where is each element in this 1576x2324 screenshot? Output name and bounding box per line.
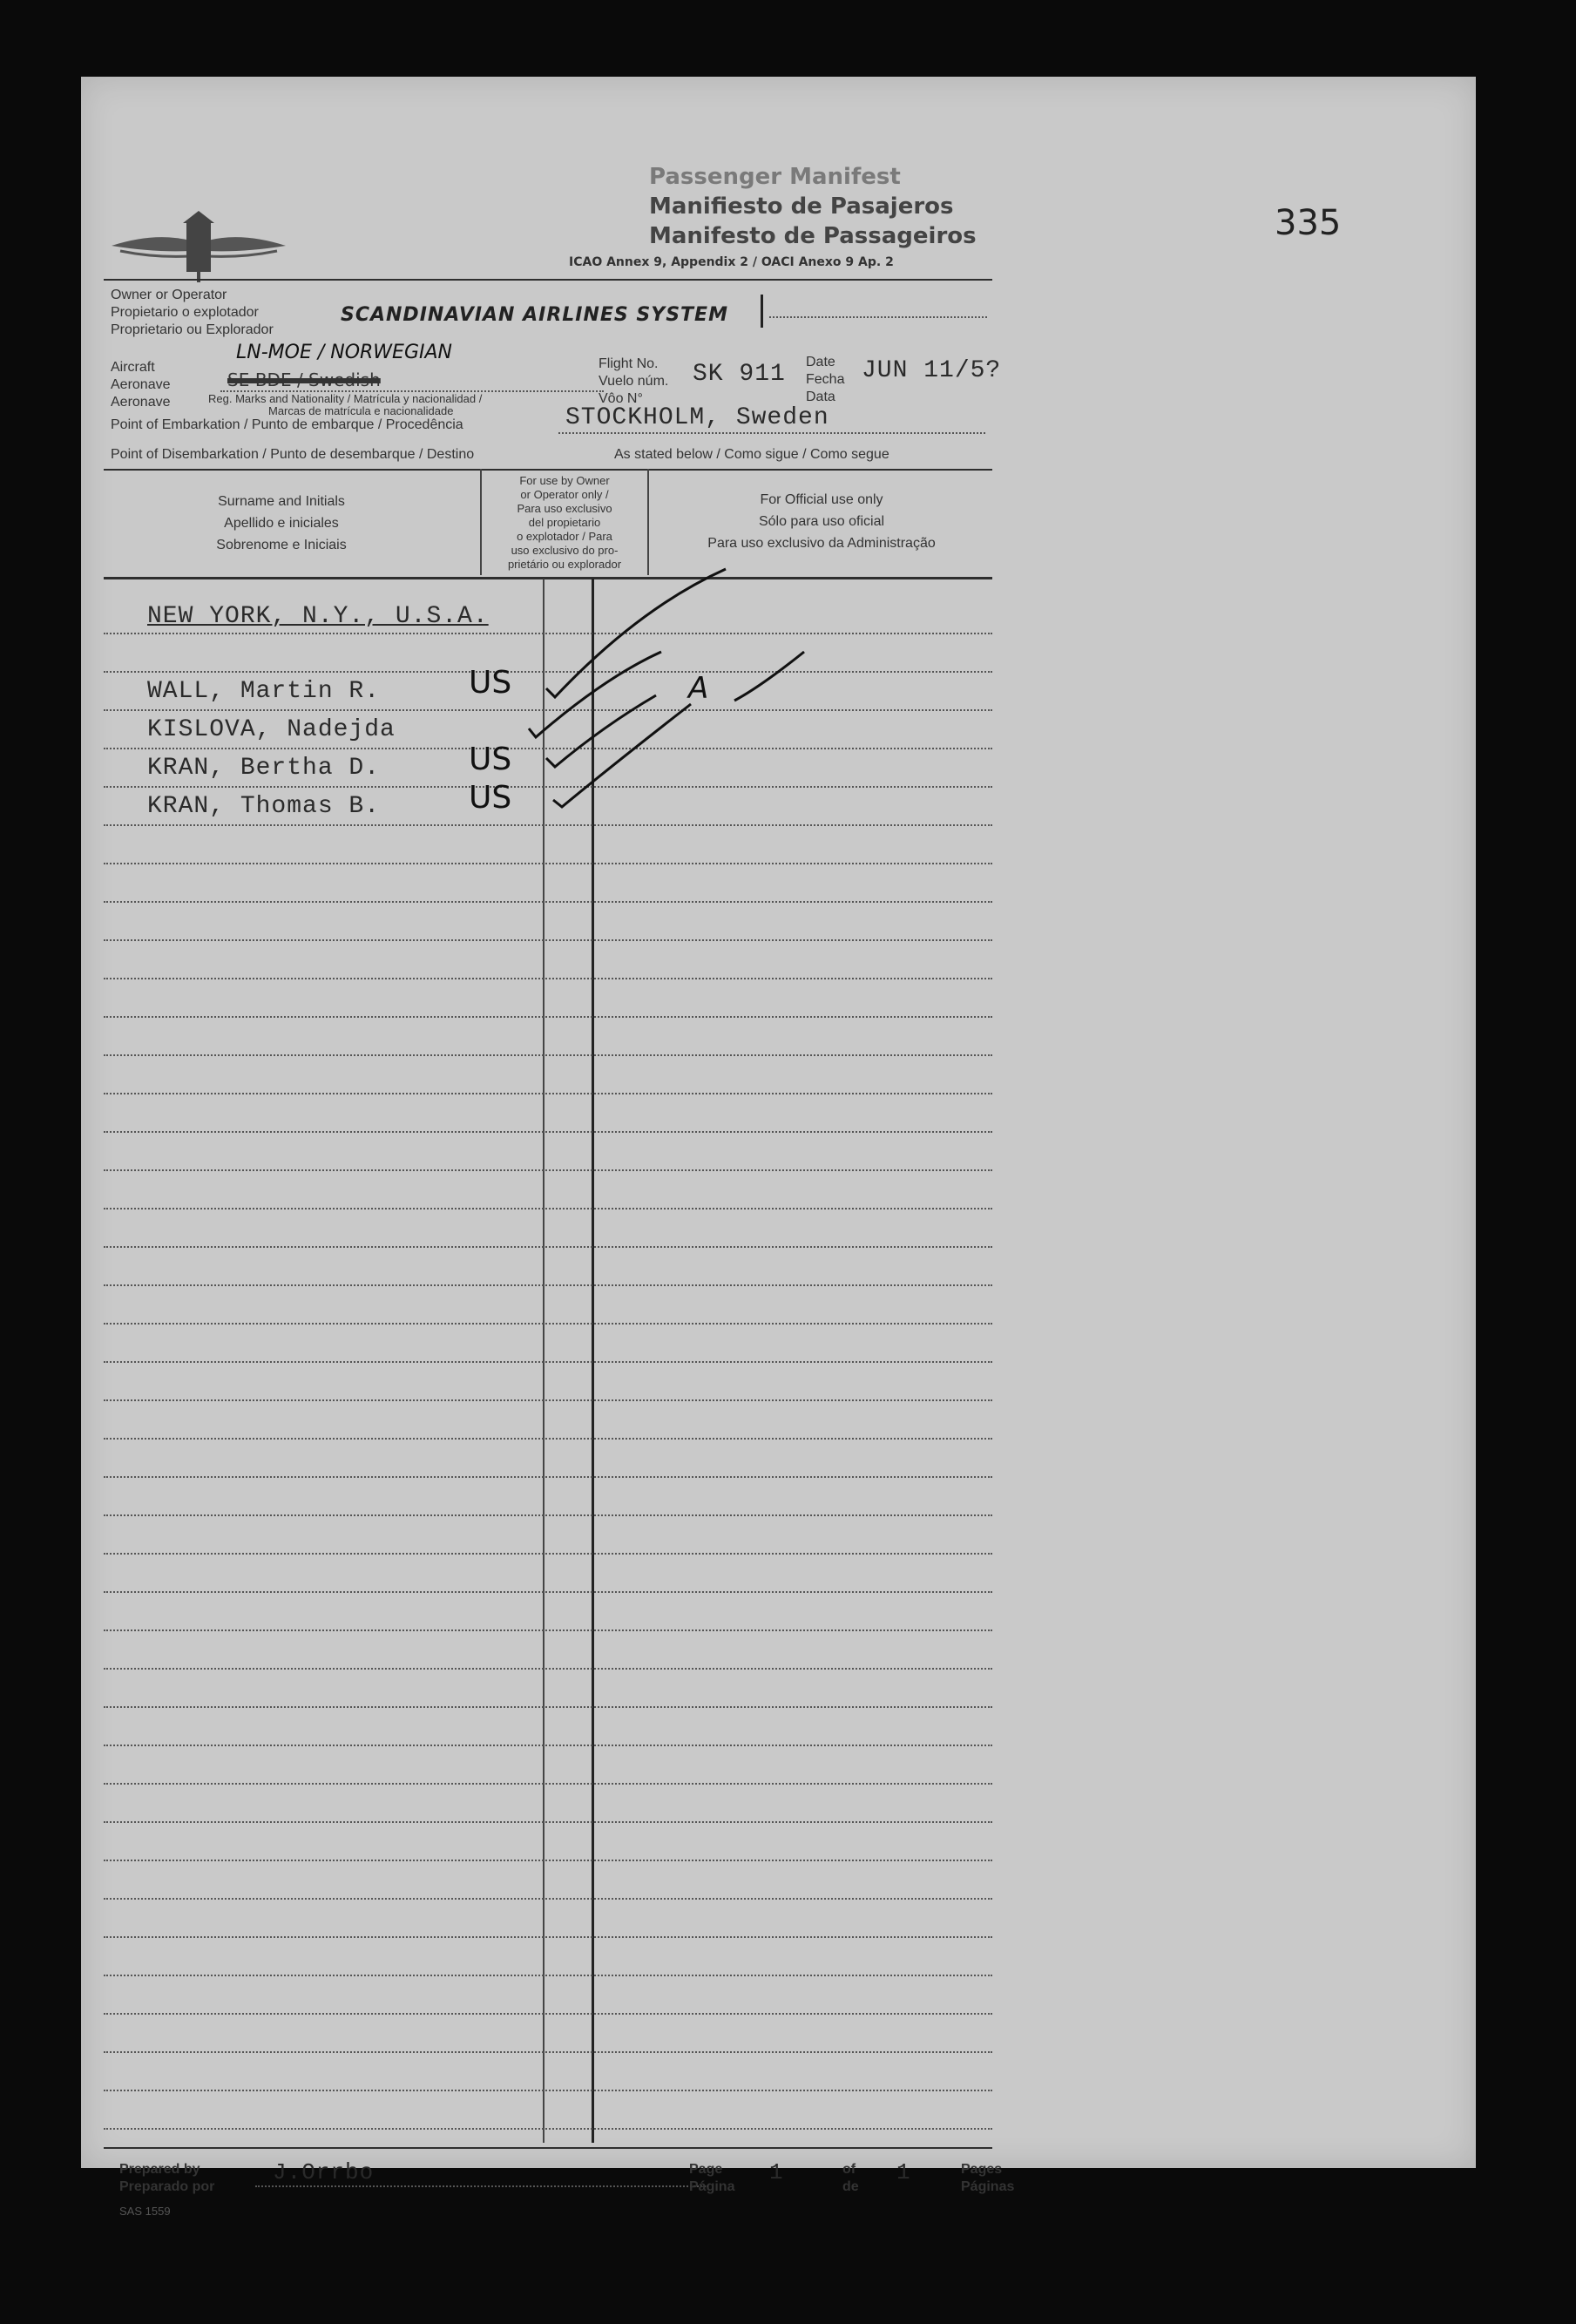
destination-line: NEW YORK, N.Y., U.S.A. — [147, 603, 489, 630]
aircraft-caption-1: Reg. Marks and Nationality / Matrícula y nacionalidad / — [208, 392, 483, 405]
col-owner-label-4: del propietario — [528, 516, 601, 529]
aircraft-struck-text: SE-BDE / Swedish — [227, 369, 381, 390]
passenger-mark-4: US — [469, 780, 512, 816]
form-code: SAS 1559 — [119, 2205, 171, 2218]
col-owner-label-1: For use by Owner — [519, 474, 610, 487]
passenger-name-4: KRAN, Thomas B. — [147, 793, 381, 820]
icao-reference: ICAO Annex 9, Appendix 2 / OACI Anexo 9 Ap. 2 — [569, 255, 894, 269]
of-label-1: of — [842, 2162, 856, 2177]
title-pt: Manifesto de Passageiros — [649, 223, 977, 249]
col-owner-label-2: or Operator only / — [520, 488, 609, 501]
col-official-label-2: Sólo para uso oficial — [758, 514, 885, 529]
col-names-label-2: Apellido e iniciales — [224, 516, 339, 531]
footer-rule — [104, 2147, 992, 2149]
prepared-by-value: J.Orrbo — [273, 2159, 375, 2185]
aircraft-label-1: Aircraft — [111, 360, 155, 375]
embarkation-label: Point of Embarkation / Punto de embarque / Procedência — [111, 417, 463, 432]
col-names-label-1: Surname and Initials — [218, 494, 345, 509]
official-initials: A — [688, 671, 709, 706]
aircraft-caption-2: Marcas de matrícula e nacionalidade — [268, 404, 454, 417]
disembarkation-label: Point of Disembarkation / Punto de desembarque / Destino — [111, 447, 475, 462]
col-owner-label-5: o explotador / Para — [517, 530, 612, 543]
pages-label-1: Pages — [961, 2162, 1003, 2177]
title-en: Passenger Manifest — [649, 164, 901, 190]
aircraft-label-3: Aeronave — [111, 395, 171, 410]
date-value: JUN 11/5? — [862, 357, 1002, 384]
col-owner-label-6: uso exclusivo do pro- — [511, 544, 619, 557]
official-flourish — [734, 652, 804, 701]
prepared-label-2: Preparado por — [119, 2179, 215, 2194]
owner-label-2: Propietario o explotador — [111, 305, 259, 320]
col-names-label-3: Sobrenome e Iniciais — [216, 538, 347, 552]
title-es: Manifiesto de Pasajeros — [649, 193, 954, 220]
col-official-label-3: Para uso exclusivo da Administração — [707, 536, 936, 551]
owner-value: SCANDINAVIAN AIRLINES SYSTEM — [341, 304, 728, 326]
date-label-2: Fecha — [806, 372, 845, 387]
date-label-1: Date — [806, 355, 835, 369]
owner-label-1: Owner or Operator — [111, 288, 227, 302]
prepared-label-1: Prepared by — [119, 2162, 200, 2177]
aircraft-value: LN-MOE / NORWEGIAN — [236, 342, 453, 363]
passenger-mark-3: US — [469, 742, 512, 777]
passenger-name-3: KRAN, Bertha D. — [147, 755, 381, 782]
aircraft-label-2: Aeronave — [111, 377, 171, 392]
flight-label-1: Flight No. — [599, 356, 659, 371]
passenger-name-2: KISLOVA, Nadejda — [147, 716, 396, 743]
passenger-mark-1: US — [469, 665, 512, 701]
manifest-sheet — [81, 77, 1476, 2218]
of-label-2: de — [842, 2179, 859, 2194]
pages-label-2: Páginas — [961, 2179, 1015, 2194]
page-label-2: Página — [689, 2179, 735, 2194]
prepared-dotline — [255, 2185, 708, 2187]
check-mark-3 — [546, 695, 656, 767]
of-value: 1 — [896, 2159, 911, 2185]
embarkation-value: STOCKHOLM, Sweden — [565, 404, 829, 431]
page-number: 335 — [1275, 203, 1342, 243]
disembarkation-note: As stated below / Como sigue / Como segue — [614, 447, 889, 462]
flight-label-2: Vuelo núm. — [599, 374, 669, 389]
handwritten-checkmarks — [81, 77, 1476, 2168]
check-mark-2 — [529, 652, 661, 737]
passenger-name-1: WALL, Martin R. — [147, 678, 381, 705]
page-value: 1 — [769, 2159, 784, 2185]
flight-number: SK 911 — [693, 361, 786, 388]
check-mark-4 — [553, 704, 691, 807]
page-label-1: Page — [689, 2162, 723, 2177]
date-label-3: Data — [806, 390, 835, 404]
flight-label-3: Vôo N° — [599, 391, 643, 406]
col-owner-label-3: Para uso exclusivo — [517, 502, 612, 515]
owner-label-3: Proprietario ou Explorador — [111, 322, 274, 337]
col-official-label-1: For Official use only — [760, 492, 883, 507]
col-owner-label-7: prietário ou explorador — [507, 558, 622, 571]
